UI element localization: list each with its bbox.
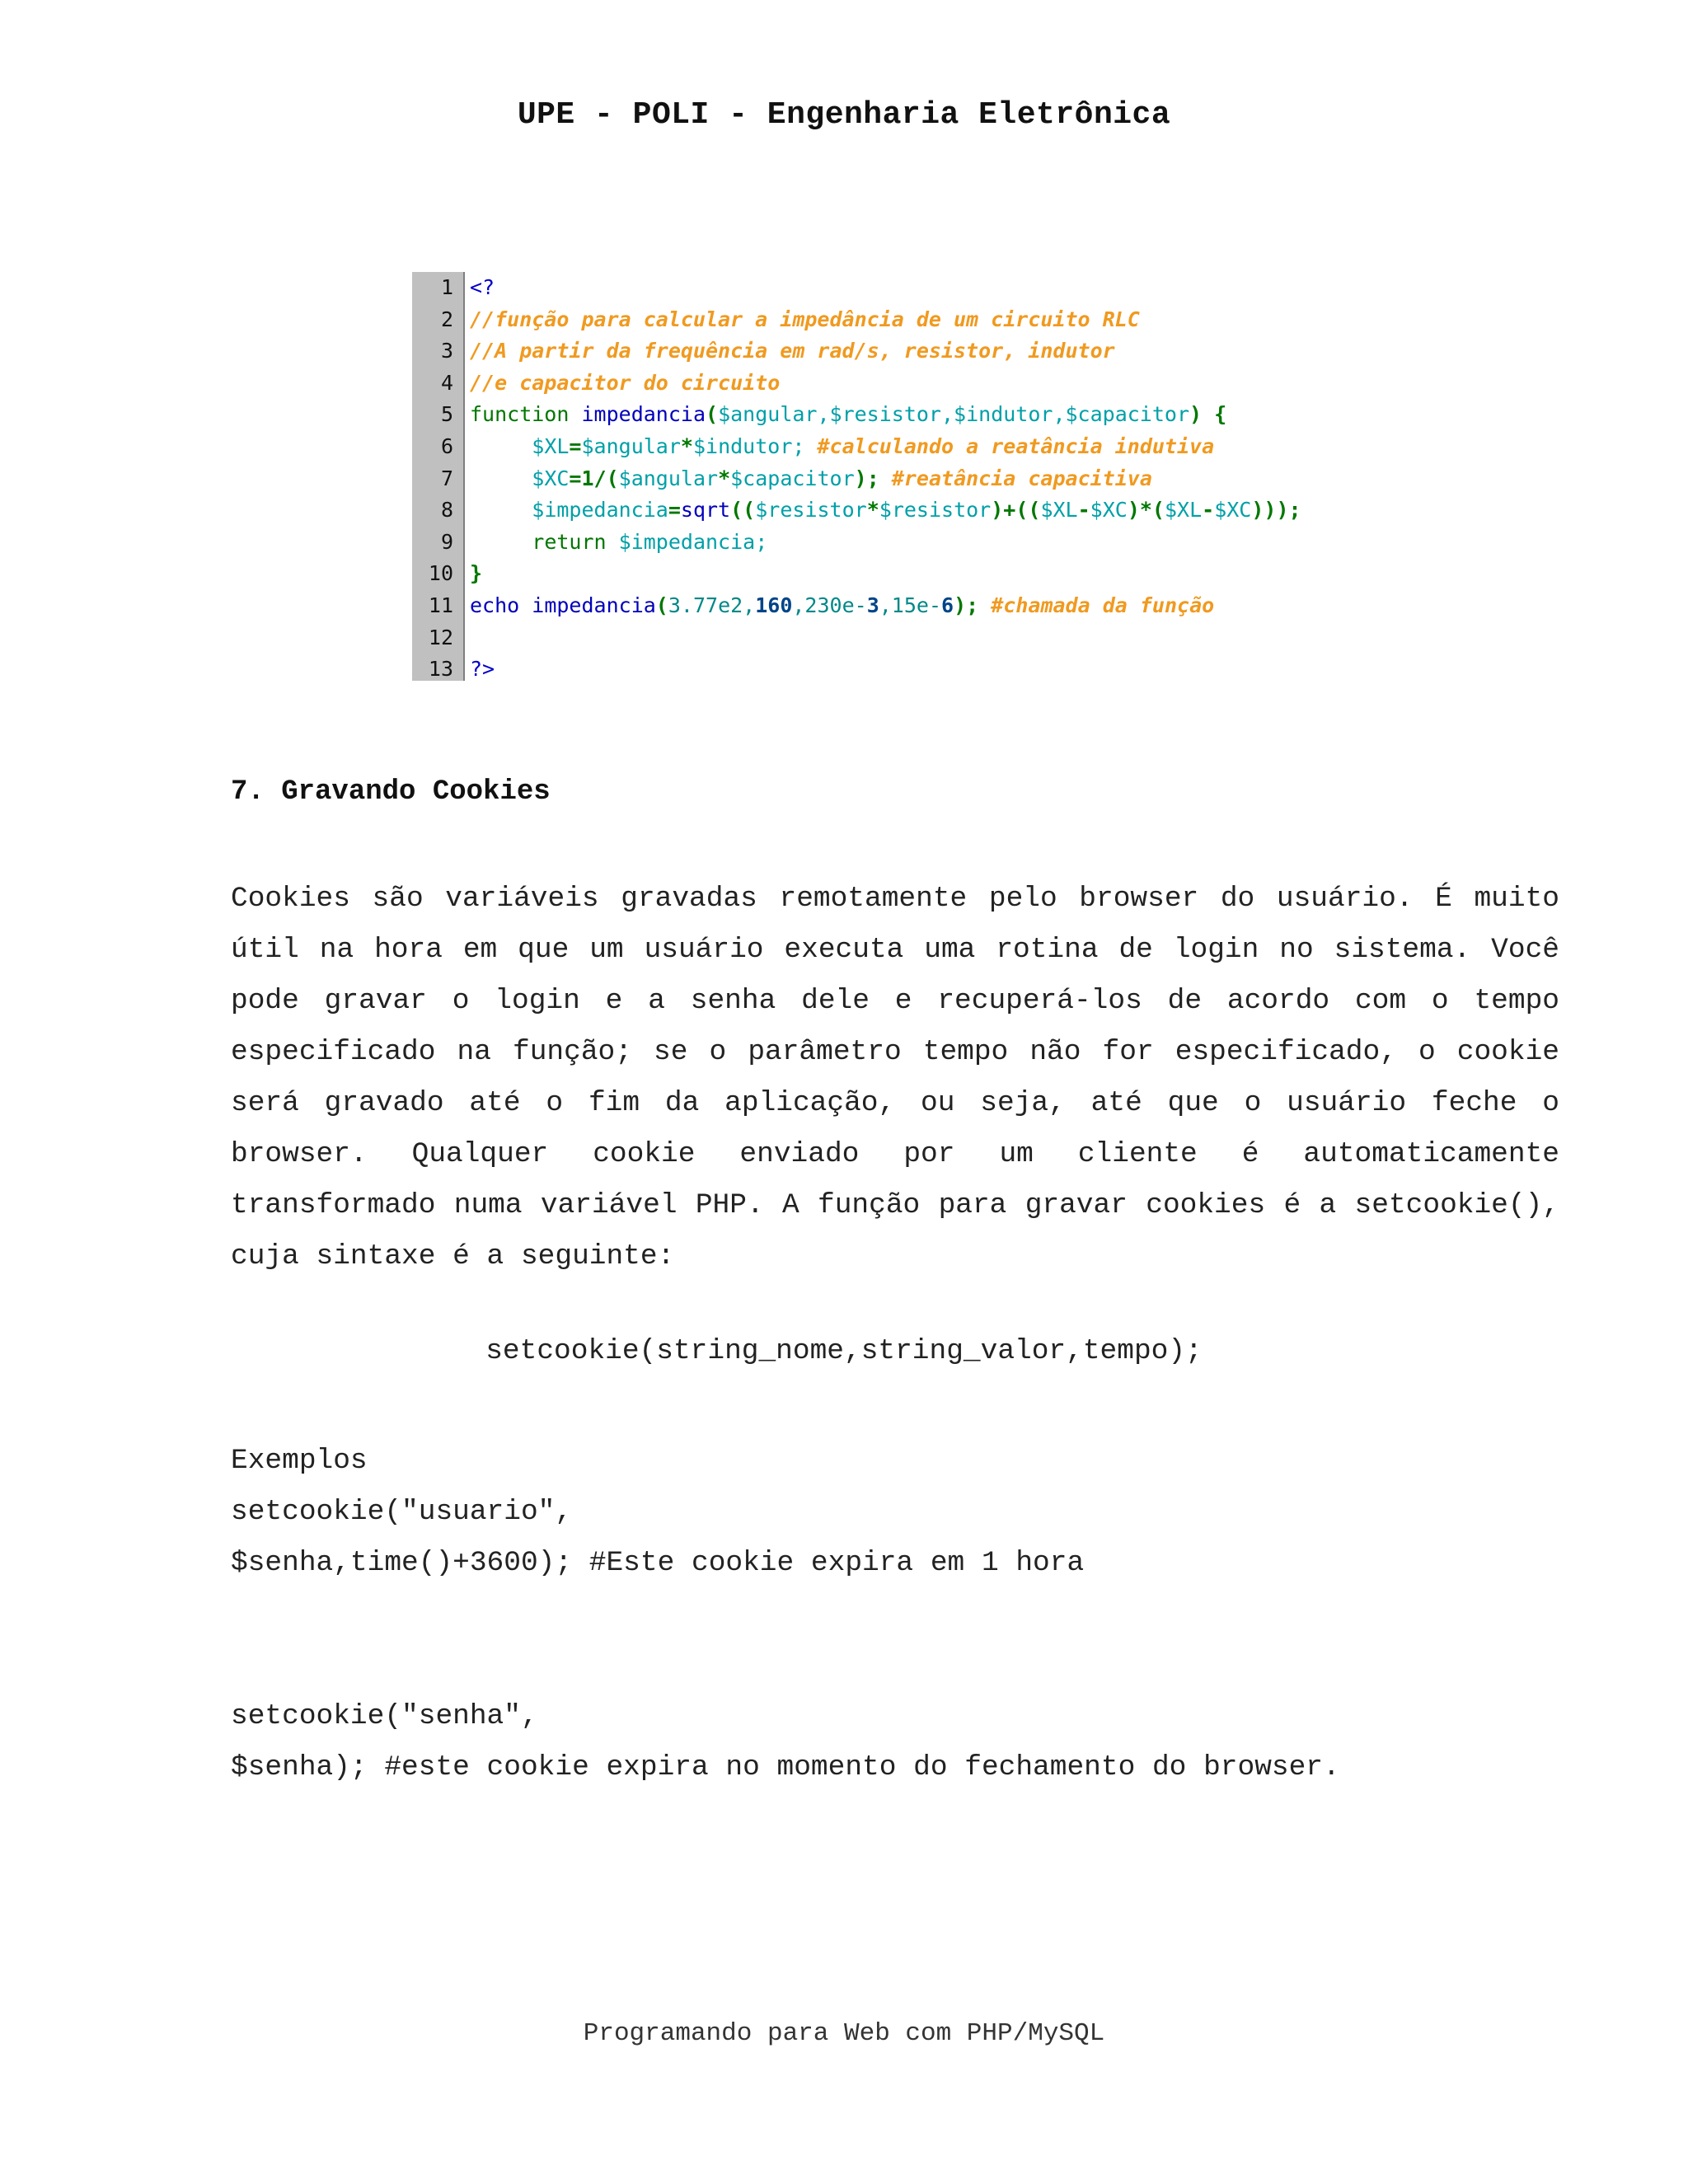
- code-lines: [465, 272, 1459, 681]
- code-function-name: impedancia: [581, 402, 706, 427]
- code-operator: =1/(: [569, 466, 619, 490]
- code-comment: //função para calcular a impedância de um circuito RLC: [470, 307, 1140, 331]
- code-operator: *: [718, 466, 731, 490]
- code-keyword: echo: [470, 593, 520, 617]
- page-footer: Programando para Web com PHP/MySQL: [583, 2019, 1105, 2048]
- code-number: 3.77e2,: [668, 593, 756, 617]
- code-line-3: [470, 335, 1459, 368]
- example-2-line-2: $senha); #este cookie expira no momento do fechamento do browser.: [231, 1751, 1340, 1783]
- code-function-name: sqrt: [680, 498, 731, 523]
- code-punct: )*(: [1127, 498, 1165, 523]
- code-number: 3: [866, 593, 879, 617]
- code-function-name: impedancia: [532, 593, 656, 617]
- code-line-4: [470, 368, 1459, 400]
- line-number: 4: [440, 370, 453, 395]
- code-variable: $resistor: [879, 498, 992, 523]
- code-variables: $angular,$resistor,$indutor,$capacitor: [718, 402, 1190, 427]
- body-paragraph: Cookies são variáveis gravadas remotamente pelo browser do usuário. É muito útil na hora em que um usuário executa uma rotina de login no sistema. Você pode gravar o login e a senha dele e recuperá-los de acordo com o tempo especificado na função; se o parâmetro tempo não for especificado, o cookie será gravado até o fim da aplicação, ou seja, até que o usuário feche o browser. Qualquer cookie enviado por um cliente é automaticamente transformado numa variável PHP. A função para gravar cookies é a setcookie(), cuja sintaxe é a seguinte:: [231, 883, 1559, 1272]
- code-variable: $XL: [532, 434, 570, 458]
- code-line-9: [470, 527, 1459, 559]
- code-comment: //A partir da frequência em rad/s, resistor, indutor: [470, 339, 1115, 363]
- code-comment: #calculando a reatância indutiva: [817, 434, 1215, 458]
- line-number-gutter: [412, 272, 465, 681]
- code-screenshot: [412, 272, 1459, 681]
- code-number: ,230e-: [792, 593, 867, 617]
- line-number: 6: [440, 434, 453, 458]
- code-punct: ((: [730, 498, 756, 523]
- line-number: 10: [428, 561, 453, 586]
- line-number: 5: [440, 402, 453, 427]
- example-1-line-2: $senha,time()+3600); #Este cookie expira em 1 hora: [231, 1547, 1085, 1579]
- code-operator: *: [866, 498, 879, 523]
- line-number: 11: [428, 593, 453, 617]
- code-variable: $angular: [581, 434, 681, 458]
- line-number: 2: [440, 307, 453, 331]
- php-close-tag: ?>: [470, 657, 495, 682]
- section-title: 7. Gravando Cookies: [231, 776, 551, 808]
- code-number: 160: [755, 593, 793, 617]
- code-variable: $indutor;: [692, 434, 805, 458]
- code-line-1: [470, 272, 1459, 304]
- code-comment: #chamada da função: [991, 593, 1215, 617]
- code-operator: =: [569, 434, 582, 458]
- code-keyword: function: [470, 402, 570, 427]
- code-variable: $impedancia: [532, 498, 668, 523]
- code-variable: $capacitor: [730, 466, 855, 490]
- php-open-tag: <?: [470, 275, 495, 299]
- line-number: 13: [428, 657, 453, 682]
- code-operator: =: [668, 498, 681, 523]
- code-variable: $impedancia;: [618, 529, 768, 554]
- code-variable: $XL: [1164, 498, 1203, 523]
- line-number: 1: [440, 275, 453, 299]
- code-variable: $XC: [1214, 498, 1252, 523]
- code-line-7: [470, 463, 1459, 495]
- example-2: [231, 1691, 1340, 1793]
- code-punct: )+((: [991, 498, 1041, 523]
- code-punct: ) {: [1189, 402, 1227, 427]
- code-line-5: [470, 399, 1459, 431]
- example-1: [231, 1487, 1084, 1589]
- code-line-10: [470, 558, 1459, 590]
- code-punct: )));: [1251, 498, 1301, 523]
- code-variable: $angular: [618, 466, 719, 490]
- code-line-12: [470, 622, 1459, 654]
- examples-title: Exemplos: [231, 1445, 368, 1477]
- line-number: 8: [440, 498, 453, 523]
- code-punct: (: [655, 593, 668, 617]
- page-header: UPE - POLI - Engenharia Eletrônica: [517, 97, 1171, 133]
- code-punct: (: [706, 402, 719, 427]
- code-variable: $XC: [1090, 498, 1128, 523]
- line-number: 7: [440, 466, 453, 490]
- code-keyword: return: [532, 529, 607, 554]
- code-operator: *: [680, 434, 693, 458]
- code-number: ,15e-: [879, 593, 942, 617]
- code-line-8: [470, 494, 1459, 527]
- line-number: 12: [428, 625, 453, 649]
- code-line-13: [470, 654, 1459, 686]
- code-number: 6: [941, 593, 954, 617]
- code-variable: $XL: [1040, 498, 1078, 523]
- line-number: 9: [440, 529, 453, 554]
- code-operator: -: [1077, 498, 1090, 523]
- code-variable: $resistor: [755, 498, 867, 523]
- code-line-2: [470, 304, 1459, 336]
- example-1-line-1: setcookie("usuario",: [231, 1496, 573, 1528]
- code-punct: }: [470, 561, 483, 586]
- syntax-example: setcookie(string_nome,string_valor,tempo);: [485, 1335, 1203, 1367]
- code-punct: );: [854, 466, 879, 490]
- code-variable: $XC: [532, 466, 570, 490]
- code-line-11: [470, 590, 1459, 622]
- code-comment: //e capacitor do circuito: [470, 370, 781, 395]
- line-number: 3: [440, 339, 453, 363]
- code-line-6: [470, 431, 1459, 463]
- code-comment: #reatância capacitiva: [891, 466, 1152, 490]
- code-punct: );: [954, 593, 979, 617]
- code-operator: -: [1202, 498, 1215, 523]
- example-2-line-1: setcookie("senha",: [231, 1700, 538, 1732]
